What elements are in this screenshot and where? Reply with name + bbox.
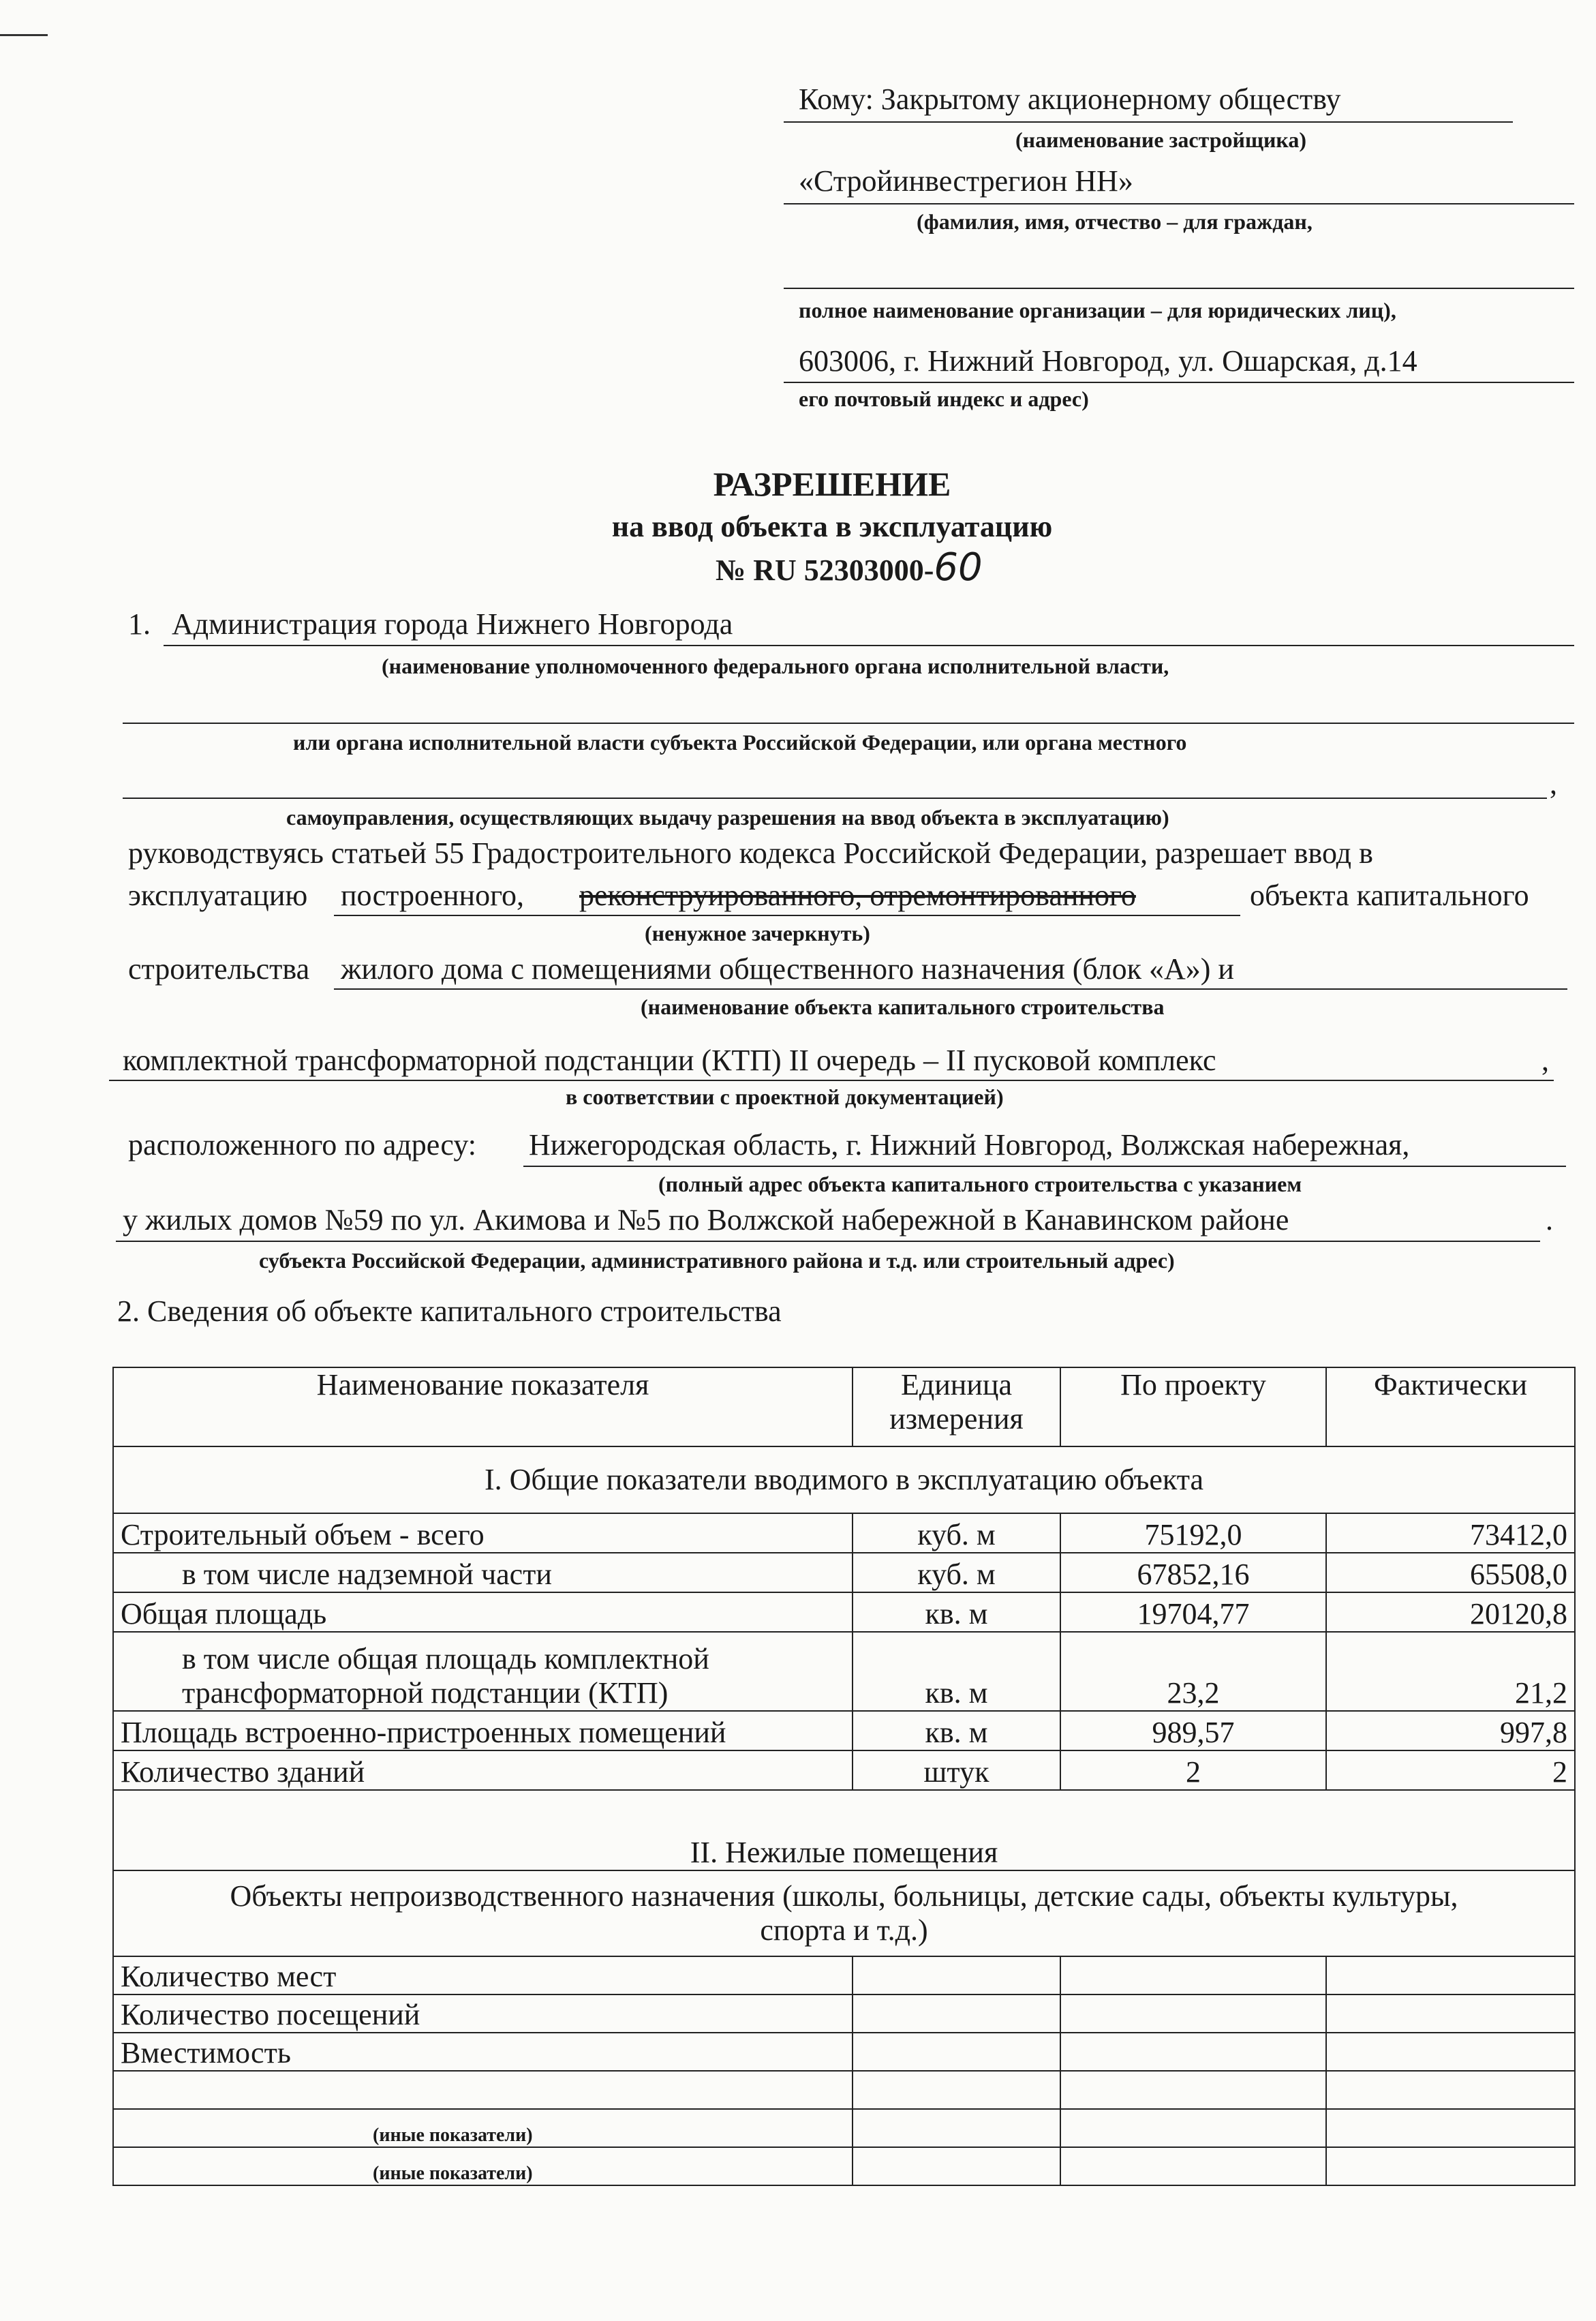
body-text: расположенного по адресу: — [128, 1128, 476, 1162]
cell-actual: 20120,8 — [1326, 1592, 1575, 1632]
cell-indicator-other: (иные показатели) — [113, 2109, 853, 2147]
table-row — [113, 1956, 1575, 1994]
table-row — [113, 2109, 1575, 2147]
table-row — [113, 1592, 1575, 1632]
cell-indicator-other: (иные показатели) — [113, 2147, 853, 2185]
underline — [109, 1080, 1554, 1081]
cell-indicator: Строительный объем - всего — [113, 1513, 853, 1553]
cell-unit: штук — [853, 1750, 1060, 1790]
addressee-address: 603006, г. Нижний Новгород, ул. Ошарская, д.14 — [799, 344, 1417, 378]
cell-indicator: Количество посещений — [113, 1994, 853, 2033]
caption: (фамилия, имя, отчество – для граждан, — [917, 209, 1313, 234]
header-project: По проекту — [1060, 1367, 1326, 1446]
table-row — [113, 2147, 1575, 2185]
number-prefix: № RU 52303000- — [716, 553, 934, 587]
body-text: эксплуатацию — [128, 879, 308, 912]
cell-unit: куб. м — [853, 1513, 1060, 1553]
table-row — [113, 2033, 1575, 2071]
cell-actual: 73412,0 — [1326, 1513, 1575, 1553]
document-title: РАЗРЕШЕНИЕ — [713, 465, 951, 503]
caption: (наименование застройщика) — [1015, 127, 1306, 152]
cell-unit: куб. м — [853, 1553, 1060, 1592]
header-indicator: Наименование показателя — [113, 1367, 853, 1446]
cell-indicator — [113, 2071, 853, 2109]
cell-indicator: Количество зданий — [113, 1750, 853, 1790]
underline — [123, 723, 1574, 724]
header-actual: Фактически — [1326, 1367, 1575, 1446]
punct: , — [1550, 767, 1557, 800]
cell-project: 75192,0 — [1060, 1513, 1326, 1553]
underline — [784, 121, 1513, 123]
cell-indicator: Количество мест — [113, 1956, 853, 1994]
document-subtitle: на ввод объекта в эксплуатацию — [611, 510, 1053, 543]
cell-actual: 2 — [1326, 1750, 1575, 1790]
section-1-number: 1. — [128, 607, 151, 641]
table-header-row — [113, 1367, 1575, 1446]
address-line-cont: у жилых домов №59 по ул. Акимова и №5 по Волжской набережной в Канавинском районе — [123, 1203, 1289, 1237]
cell-actual: 997,8 — [1326, 1711, 1575, 1750]
cell-unit: кв. м — [853, 1711, 1060, 1750]
cell-actual: 65508,0 — [1326, 1553, 1575, 1592]
object-name-cont: комплектной трансформаторной подстанции (КТП) II очередь – II пусковой комплекс — [123, 1044, 1216, 1077]
table-group-row — [113, 1446, 1575, 1513]
cell-indicator: Общая площадь — [113, 1592, 853, 1632]
cell-unit: кв. м — [853, 1592, 1060, 1632]
underline — [784, 288, 1574, 289]
cell-project: 19704,77 — [1060, 1592, 1326, 1632]
cell-project: 989,57 — [1060, 1711, 1326, 1750]
table-row — [113, 1513, 1575, 1553]
indicators-table — [112, 1367, 1576, 2186]
caption: (наименование объекта капитального строительства — [641, 995, 1165, 1019]
body-text: объекта капитального — [1250, 879, 1529, 912]
header-unit: Единица измерения — [853, 1367, 1060, 1446]
underline — [784, 203, 1574, 204]
caption: полное наименование организации – для юридических лиц), — [799, 298, 1396, 322]
table-row — [113, 1711, 1575, 1750]
caption: (ненужное зачеркнуть) — [645, 921, 870, 945]
cell-indicator: в том числе общая площадь комплектной трансформаторной подстанции (КТП) — [113, 1632, 853, 1711]
caption: самоуправления, осуществляющих выдачу разрешения на ввод объекта в эксплуатацию) — [286, 805, 1169, 830]
cell-indicator: в том числе надземной части — [113, 1553, 853, 1592]
caption: (полный адрес объекта капитального строительства с указанием — [658, 1172, 1302, 1196]
cell-project: 23,2 — [1060, 1632, 1326, 1711]
underline — [784, 382, 1574, 383]
group-title: I. Общие показатели вводимого в эксплуатацию объекта — [113, 1446, 1575, 1513]
addressee-name: «Стройинвестрегион НН» — [799, 164, 1133, 198]
table-row — [113, 1750, 1575, 1790]
body-text: строительства — [128, 952, 310, 986]
table-row — [113, 1632, 1575, 1711]
addressee-line1: Кому: Закрытому акционерному обществу — [799, 82, 1341, 116]
punct: . — [1546, 1203, 1553, 1237]
underline — [164, 645, 1574, 646]
caption: его почтовый индекс и адрес) — [799, 386, 1089, 411]
caption: в соответствии с проектной документацией) — [566, 1084, 1004, 1109]
cell-indicator: Вместимость — [113, 2033, 853, 2071]
authority-name: Администрация города Нижнего Новгорода — [172, 607, 733, 641]
group-title: II. Нежилые помещения — [113, 1790, 1575, 1870]
address-line: Нижегородская область, г. Нижний Новгород, Волжская набережная, — [529, 1128, 1410, 1162]
subgroup-title: Объекты непроизводственного назначения (школы, больницы, детские сады, объекты культуры, спорта и т.д.) — [113, 1870, 1575, 1956]
cell-indicator: Площадь встроенно-пристроенных помещений — [113, 1711, 853, 1750]
caption: (наименование уполномоченного федерального органа исполнительной власти, — [382, 654, 1169, 678]
table-row — [113, 1994, 1575, 2033]
punct: , — [1541, 1044, 1549, 1077]
table-row — [113, 2071, 1575, 2109]
caption: субъекта Российской Федерации, административного района и т.д. или строительный адрес) — [259, 1248, 1175, 1273]
cell-project: 2 — [1060, 1750, 1326, 1790]
table-row — [113, 1553, 1575, 1592]
underline — [123, 798, 1547, 799]
scan-mark — [0, 34, 48, 36]
cell-actual: 21,2 — [1326, 1632, 1575, 1711]
number-handwritten: 60 — [934, 545, 983, 590]
body-text: руководствуясь статьей 55 Градостроительного кодекса Российской Федерации, разрешает ввод в — [128, 836, 1373, 870]
option-struck: реконструированного, отремонтированного — [579, 879, 1136, 912]
table-subgroup-row — [113, 1870, 1575, 1956]
table-group-row — [113, 1790, 1575, 1870]
document-number — [716, 545, 983, 590]
object-name: жилого дома с помещениями общественного назначения (блок «А») и — [341, 952, 1234, 986]
underline — [334, 988, 1567, 990]
option-built: построенного, — [341, 879, 525, 912]
cell-unit: кв. м — [853, 1632, 1060, 1711]
underline — [334, 915, 1240, 916]
cell-project: 67852,16 — [1060, 1553, 1326, 1592]
section-2-heading: 2. Сведения об объекте капитального строительства — [117, 1294, 782, 1328]
caption: или органа исполнительной власти субъекта Российской Федерации, или органа местного — [293, 730, 1187, 755]
underline — [523, 1166, 1566, 1167]
underline — [116, 1241, 1540, 1242]
